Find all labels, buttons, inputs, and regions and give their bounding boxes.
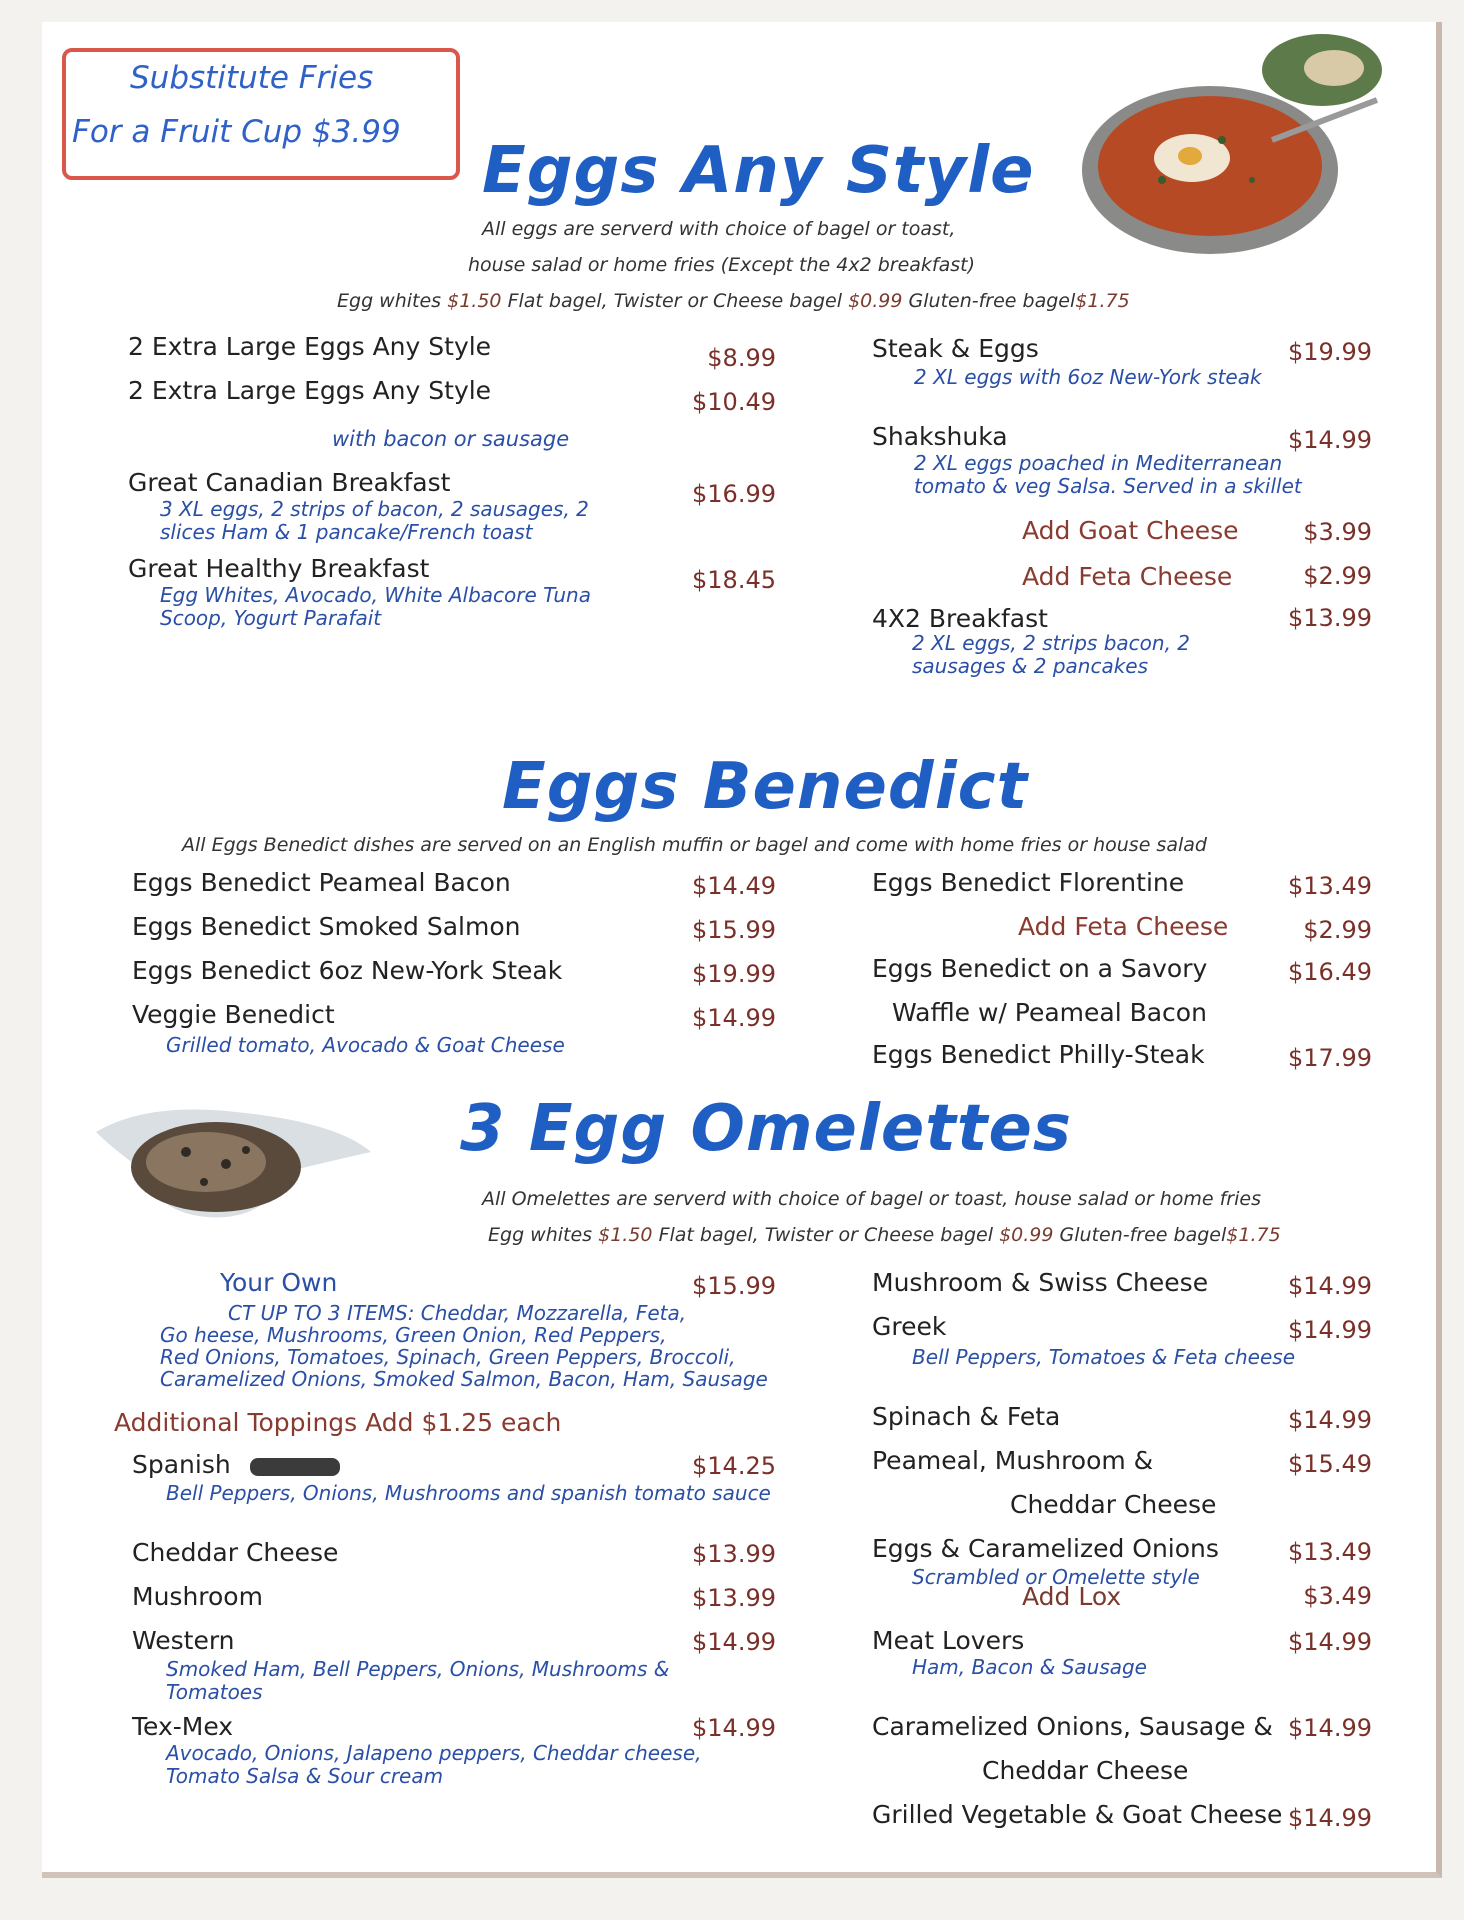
menu-item-price: $14.99 [692,1004,776,1032]
menu-item-price: $18.45 [692,566,776,594]
substitute-fries-box [62,48,460,180]
menu-item-name: 4X2 Breakfast [872,604,1048,633]
omelettes-extras: Egg whites $1.50 Flat bagel, Twister or Cheese bagel $0.99 Gluten-free bagel$1.75 [488,1224,1281,1246]
addon-name: Add Lox [1022,1582,1122,1611]
menu-item-name: Spanish [132,1450,231,1479]
shakshuka-skillet-photo [1072,30,1382,262]
omelettes-title: 3 Egg Omelettes [460,1092,1072,1166]
menu-item-name: Greek [872,1312,947,1341]
eggs-benedict-title: Eggs Benedict [502,750,1029,824]
menu-item-price: $15.49 [1288,1450,1372,1478]
menu-item-price: $14.99 [1288,1804,1372,1832]
menu-item-price: $16.49 [1288,958,1372,986]
menu-item-name: Great Canadian Breakfast [128,468,451,497]
menu-item-price: $17.99 [1288,1044,1372,1072]
addon-name: Add Goat Cheese [1022,516,1239,545]
menu-item-price: $13.49 [1288,1538,1372,1566]
menu-item-name-cont: Cheddar Cheese [982,1756,1189,1785]
menu-item-name: Eggs Benedict Philly-Steak [872,1040,1205,1069]
menu-item-name: Veggie Benedict [132,1000,335,1029]
menu-item-price: $14.99 [1288,1316,1372,1344]
addon-price: $2.99 [1303,562,1372,590]
eggs-any-style-extras: Egg whites $1.50 Flat bagel, Twister or Cheese bagel $0.99 Gluten-free bagel$1.75 [337,290,1130,312]
menu-item-description: with bacon or sausage [332,427,570,451]
menu-item-price: $13.99 [1288,604,1372,632]
menu-item-description: Bell Peppers, Tomatoes & Feta cheese [912,1345,1296,1369]
menu-sheet [42,22,1442,1878]
addon-price: $2.99 [1303,916,1372,944]
menu-item-name: Shakshuka [872,422,1008,451]
menu-item-price: $14.99 [1288,426,1372,454]
menu-item-name: Western [132,1626,235,1655]
omelettes-note: All Omelettes are serverd with choice of bagel or toast, house salad or home fries [482,1188,1261,1210]
menu-item-name: Steak & Eggs [872,334,1039,363]
substitute-line-2: For a Fruit Cup $3.99 [72,114,401,150]
addon-price: $3.49 [1303,1582,1372,1610]
menu-item-name: Great Healthy Breakfast [128,554,430,583]
menu-item-name: Grilled Vegetable & Goat Cheese [872,1800,1283,1829]
menu-item-price: $14.49 [692,872,776,900]
menu-item-description: Ham, Bacon & Sausage [912,1655,1147,1679]
eggs-any-style-note-2: house salad or home fries (Except the 4x2 breakfast) [468,254,976,276]
menu-item-price: $15.99 [692,1272,776,1300]
menu-item-price: $14.99 [1288,1406,1372,1434]
omelette-photo [86,1092,376,1232]
menu-item-description: Red Onions, Tomatoes, Spinach, Green Peppers, Broccoli, [160,1345,736,1369]
menu-item-name: Eggs & Caramelized Onions [872,1534,1219,1563]
menu-item-description: Smoked Ham, Bell Peppers, Onions, Mushrooms & Tomatoes [166,1657,670,1704]
menu-item-name: 2 Extra Large Eggs Any Style [128,376,492,405]
menu-item-name: Mushroom & Swiss Cheese [872,1268,1209,1297]
menu-item-description: 3 XL eggs, 2 strips of bacon, 2 sausages, 2 slices Ham & 1 pancake/French toast [160,497,589,544]
menu-item-price: $8.99 [707,344,776,372]
menu-item-name: 2 Extra Large Eggs Any Style [128,332,492,361]
menu-item-description: Go heese, Mushrooms, Green Onion, Red Peppers, [160,1323,667,1347]
menu-item-description: Avocado, Onions, Jalapeno peppers, Cheddar cheese, Tomato Salsa & Sour cream [166,1741,702,1788]
eggs-any-style-note-1: All eggs are serverd with choice of bagel or toast, [482,218,956,240]
substitute-line-1: Substitute Fries [130,60,374,96]
menu-item-name: Cheddar Cheese [132,1538,339,1567]
menu-item-description: 2 XL eggs with 6oz New-York steak [914,365,1262,389]
menu-item-name: Eggs Benedict on a Savory [872,954,1208,983]
menu-item-name: Spinach & Feta [872,1402,1061,1431]
menu-item-price: $14.99 [692,1628,776,1656]
menu-item-price: $14.99 [1288,1714,1372,1742]
menu-item-price: $10.49 [692,388,776,416]
menu-item-price: $19.99 [1288,338,1372,366]
menu-item-name: Eggs Benedict Smoked Salmon [132,912,521,941]
menu-item-name: Eggs Benedict 6oz New-York Steak [132,956,563,985]
menu-item-price: $14.99 [1288,1628,1372,1656]
menu-item-description: 2 XL eggs poached in Mediterranean tomato & veg Salsa. Served in a skillet [914,451,1302,498]
menu-item-name: Caramelized Onions, Sausage & [872,1712,1273,1741]
menu-item-price: $13.49 [1288,872,1372,900]
menu-item-price: $13.99 [692,1540,776,1568]
menu-item-price: $14.99 [1288,1272,1372,1300]
addon-price: $3.99 [1303,518,1372,546]
menu-item-price: $16.99 [692,480,776,508]
menu-item-name: Your Own [220,1268,338,1297]
menu-item-name-cont: Cheddar Cheese [1010,1490,1217,1519]
menu-item-price: $19.99 [692,960,776,988]
addon-name: Add Feta Cheese [1018,912,1229,941]
eggs-any-style-title: Eggs Any Style [482,134,1035,208]
menu-item-name-cont: Waffle w/ Peameal Bacon [892,998,1207,1027]
redacted-mark [250,1458,340,1476]
eggs-benedict-note: All Eggs Benedict dishes are served on an English muffin or bagel and come with home fries or house salad [182,834,1207,856]
menu-item-name: Meat Lovers [872,1626,1025,1655]
menu-item-description: Caramelized Onions, Smoked Salmon, Bacon, Ham, Sausage [160,1367,768,1391]
menu-item-name: Tex-Mex [132,1712,234,1741]
menu-item-description: CT UP TO 3 ITEMS: Cheddar, Mozzarella, Feta, [228,1301,687,1325]
menu-item-price: $14.25 [692,1452,776,1480]
menu-item-price: $15.99 [692,916,776,944]
menu-item-description: Bell Peppers, Onions, Mushrooms and spanish tomato sauce [166,1481,771,1505]
menu-item-description: 2 XL eggs, 2 strips bacon, 2 sausages & 2 pancakes [912,631,1191,678]
menu-item-name: Mushroom [132,1582,263,1611]
additional-toppings: Additional Toppings Add $1.25 each [114,1408,562,1437]
menu-item-description: Scrambled or Omelette style [912,1565,1200,1589]
addon-name: Add Feta Cheese [1022,562,1233,591]
menu-item-price: $13.99 [692,1584,776,1612]
menu-item-name: Peameal, Mushroom & [872,1446,1154,1475]
menu-item-name: Eggs Benedict Florentine [872,868,1185,897]
menu-item-name: Eggs Benedict Peameal Bacon [132,868,511,897]
menu-item-price: $14.99 [692,1714,776,1742]
menu-item-description: Egg Whites, Avocado, White Albacore Tuna Scoop, Yogurt Parafait [160,583,591,630]
menu-item-description: Grilled tomato, Avocado & Goat Cheese [166,1033,565,1057]
